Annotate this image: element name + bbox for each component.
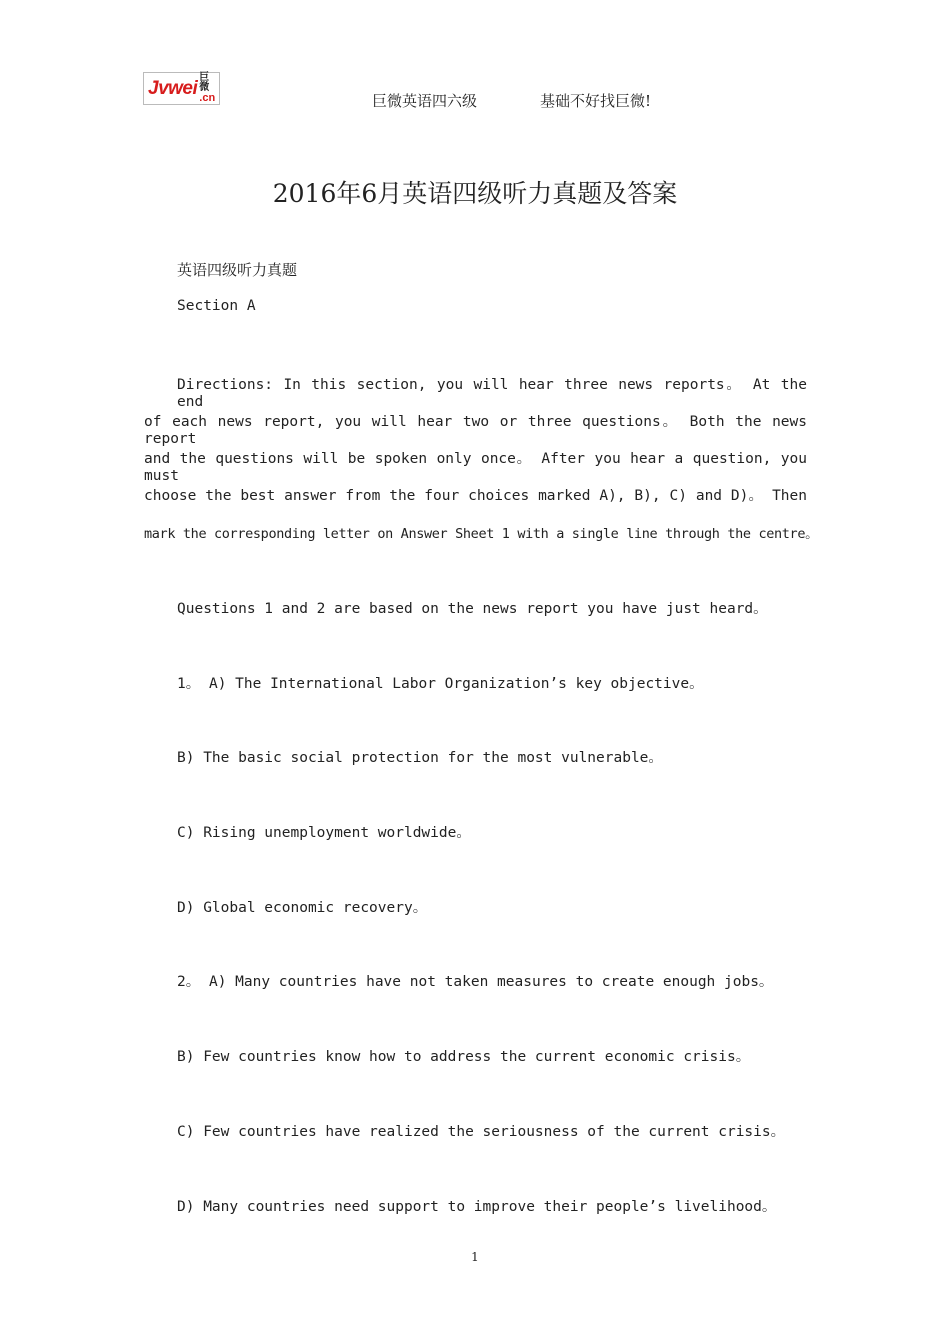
q1-option-c: C) Rising unemployment worldwide。	[177, 825, 471, 841]
logo-cn-text: 巨微	[199, 72, 210, 93]
page-number: 1	[471, 1250, 479, 1264]
q1-option-d: D) Global economic recovery。	[177, 900, 428, 916]
section-heading: Section A	[177, 298, 256, 314]
directions-line-2: of each news report, you will hear two or three questions。 Both the news report	[144, 414, 807, 447]
page-title: 2016年6月英语四级听力真题及答案	[272, 179, 678, 208]
directions-line-4: choose the best answer from the four choices marked A), B), C) and D)。 Then	[144, 488, 807, 504]
directions-line-3: and the questions will be spoken only once。 After you hear a question, you must	[144, 451, 807, 484]
q2-option-c: C) Few countries have realized the seriousness of the current crisis。	[177, 1124, 786, 1140]
jvwei-logo	[143, 72, 220, 105]
logo-domain: .cn	[199, 92, 216, 104]
q2-option-a: 2。 A) Many countries have not taken measures to create enough jobs。	[177, 974, 774, 990]
directions-line-1: Directions: In this section, you will hear three news reports。 At the end	[177, 377, 807, 410]
q2-option-d: D) Many countries need support to improve their people’s livelihood。	[177, 1199, 777, 1215]
q1-option-b: B) The basic social protection for the most vulnerable。	[177, 750, 663, 766]
header-site-name: 巨微英语四六级	[372, 92, 478, 110]
q2-option-b: B) Few countries know how to address the current economic crisis。	[177, 1049, 751, 1065]
header-slogan: 基础不好找巨微!	[540, 92, 652, 110]
subtitle: 英语四级听力真题	[177, 261, 298, 279]
question-intro: Questions 1 and 2 are based on the news report you have just heard。	[177, 601, 768, 617]
logo-wordmark: Jvwei	[148, 77, 198, 99]
directions-line-5: mark the corresponding letter on Answer Sheet 1 with a single line through the centre。	[144, 526, 819, 542]
q1-option-a: 1。 A) The International Labor Organization’s key objective。	[177, 676, 704, 692]
